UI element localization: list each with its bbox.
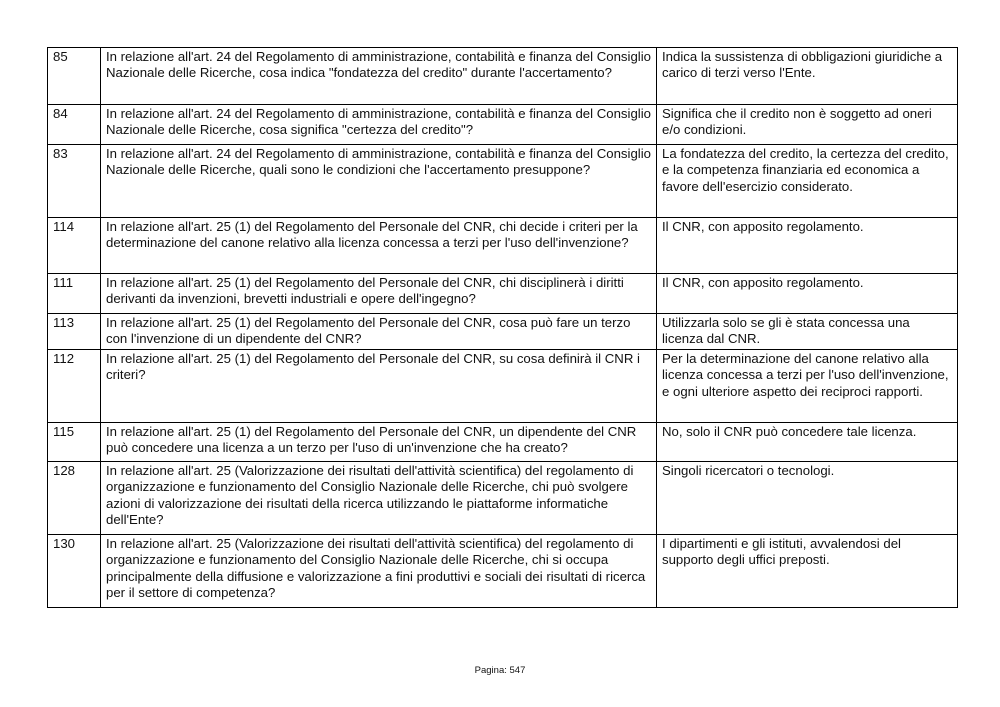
table-row <box>48 218 958 274</box>
table-row <box>48 350 958 423</box>
question-text: In relazione all'art. 25 (1) del Regolamento del Personale del CNR, chi decide i criteri per la determinazione del canone relativo alla licenza concessa a terzi per l'uso dell'invenzione? <box>101 218 657 274</box>
question-number: 130 <box>48 535 101 608</box>
question-text: In relazione all'art. 25 (1) del Regolamento del Personale del CNR, cosa può fare un terzo con l'invenzione di un dipendente del CNR? <box>101 314 657 350</box>
question-text: In relazione all'art. 24 del Regolamento di amministrazione, contabilità e finanza del Consiglio Nazionale delle Ricerche, cosa indica "fondatezza del credito" durante l'accertamento? <box>101 48 657 105</box>
answer-text: Indica la sussistenza di obbligazioni giuridiche a carico di terzi verso l'Ente. <box>657 48 958 105</box>
table-row <box>48 423 958 462</box>
answer-text: Il CNR, con apposito regolamento. <box>657 274 958 314</box>
question-text: In relazione all'art. 25 (Valorizzazione dei risultati dell'attività scientifica) del regolamento di organizzazione e funzionamento del Consiglio Nazionale delle Ricerche, chi si occupa principalmente della diffusione e valorizzazione a fini produttivi e sociali dei risultati di ricerca per il settore di competenza? <box>101 535 657 608</box>
question-text: In relazione all'art. 24 del Regolamento di amministrazione, contabilità e finanza del Consiglio Nazionale delle Ricerche, cosa significa "certezza del credito"? <box>101 105 657 145</box>
question-number: 112 <box>48 350 101 423</box>
question-number: 115 <box>48 423 101 462</box>
question-number: 85 <box>48 48 101 105</box>
page-number: Pagina: 547 <box>474 665 526 676</box>
answer-text: Significa che il credito non è soggetto ad oneri e/o condizioni. <box>657 105 958 145</box>
table-row <box>48 462 958 535</box>
answer-text: Il CNR, con apposito regolamento. <box>657 218 958 274</box>
question-text: In relazione all'art. 25 (Valorizzazione dei risultati dell'attività scientifica) del regolamento di organizzazione e funzionamento del Consiglio Nazionale delle Ricerche, chi può svolgere azioni di valorizzazione dei risultati della ricerca utilizzando le piattaforme informatiche dell'Ente? <box>101 462 657 535</box>
answer-text: Singoli ricercatori o tecnologi. <box>657 462 958 535</box>
table-row <box>48 535 958 608</box>
question-number: 113 <box>48 314 101 350</box>
question-number: 128 <box>48 462 101 535</box>
question-text: In relazione all'art. 25 (1) del Regolamento del Personale del CNR, chi disciplinerà i diritti derivanti da invenzioni, brevetti industriali e opere dell'ingegno? <box>101 274 657 314</box>
table-row <box>48 48 958 105</box>
answer-text: Utilizzarla solo se gli è stata concessa una licenza dal CNR. <box>657 314 958 350</box>
question-number: 83 <box>48 145 101 218</box>
table-row <box>48 314 958 350</box>
question-text: In relazione all'art. 25 (1) del Regolamento del Personale del CNR, un dipendente del CNR può concedere una licenza a un terzo per l'uso di un'invenzione che ha creato? <box>101 423 657 462</box>
table-row <box>48 274 958 314</box>
question-text: In relazione all'art. 25 (1) del Regolamento del Personale del CNR, su cosa definirà il CNR i criteri? <box>101 350 657 423</box>
answer-text: Per la determinazione del canone relativo alla licenza concessa a terzi per l'uso dell'invenzione, e ogni ulteriore aspetto dei reciproci rapporti. <box>657 350 958 423</box>
question-number: 84 <box>48 105 101 145</box>
table-row <box>48 105 958 145</box>
question-number: 114 <box>48 218 101 274</box>
answer-text: No, solo il CNR può concedere tale licenza. <box>657 423 958 462</box>
question-text: In relazione all'art. 24 del Regolamento di amministrazione, contabilità e finanza del Consiglio Nazionale delle Ricerche, quali sono le condizioni che l'accertamento presuppone? <box>101 145 657 218</box>
answer-text: I dipartimenti e gli istituti, avvalendosi del supporto degli uffici preposti. <box>657 535 958 608</box>
answer-text: La fondatezza del credito, la certezza del credito, e la competenza finanziaria ed economica a favore dell'esercizio considerato. <box>657 145 958 218</box>
question-number: 111 <box>48 274 101 314</box>
qa-table <box>47 47 958 608</box>
table-row <box>48 145 958 218</box>
